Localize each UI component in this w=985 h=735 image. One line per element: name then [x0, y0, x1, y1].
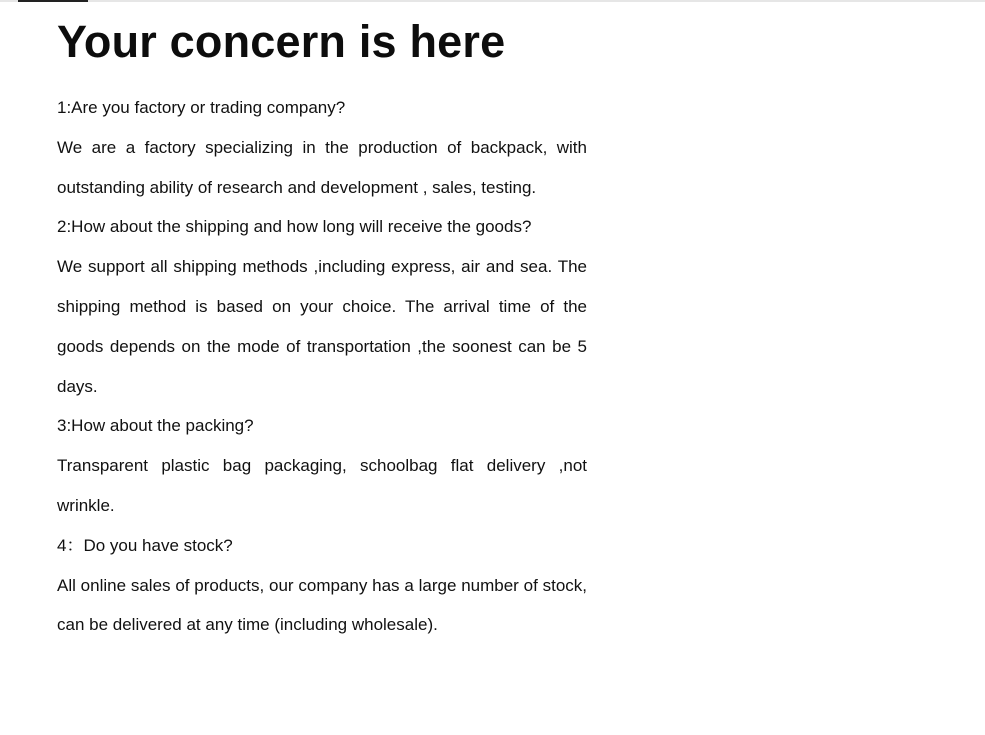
faq-answer-1: We are a factory specializing in the production of backpack, with outstanding ability of research and development , sales, testing. — [57, 137, 587, 197]
faq-list — [57, 88, 587, 645]
faq-question-3: 3:How about the packing? — [57, 416, 254, 436]
faq-answer-2: We support all shipping methods ,including express, air and sea. The shipping method is based on your choice. The arrival time of the goods depends on the mode of transportation ,the soonest can be 5 days. — [57, 257, 587, 396]
faq-question-1: 1:Are you factory or trading company? — [57, 98, 346, 117]
top-border-line — [0, 0, 985, 2]
faq-answer-4: All online sales of products, our company has a large number of stock, can be delivered at any time (including wholesale). — [57, 575, 587, 635]
faq-question-4: 4：Do you have stock? — [57, 535, 233, 555]
page-title: Your concern is here — [57, 16, 506, 67]
faq-question-2: 2:How about the shipping and how long will receive the goods? — [57, 217, 532, 237]
top-left-mark — [18, 0, 88, 2]
faq-document — [57, 14, 587, 645]
faq-answer-3: Transparent plastic bag packaging, schoolbag flat delivery ,not wrinkle. — [57, 456, 587, 515]
